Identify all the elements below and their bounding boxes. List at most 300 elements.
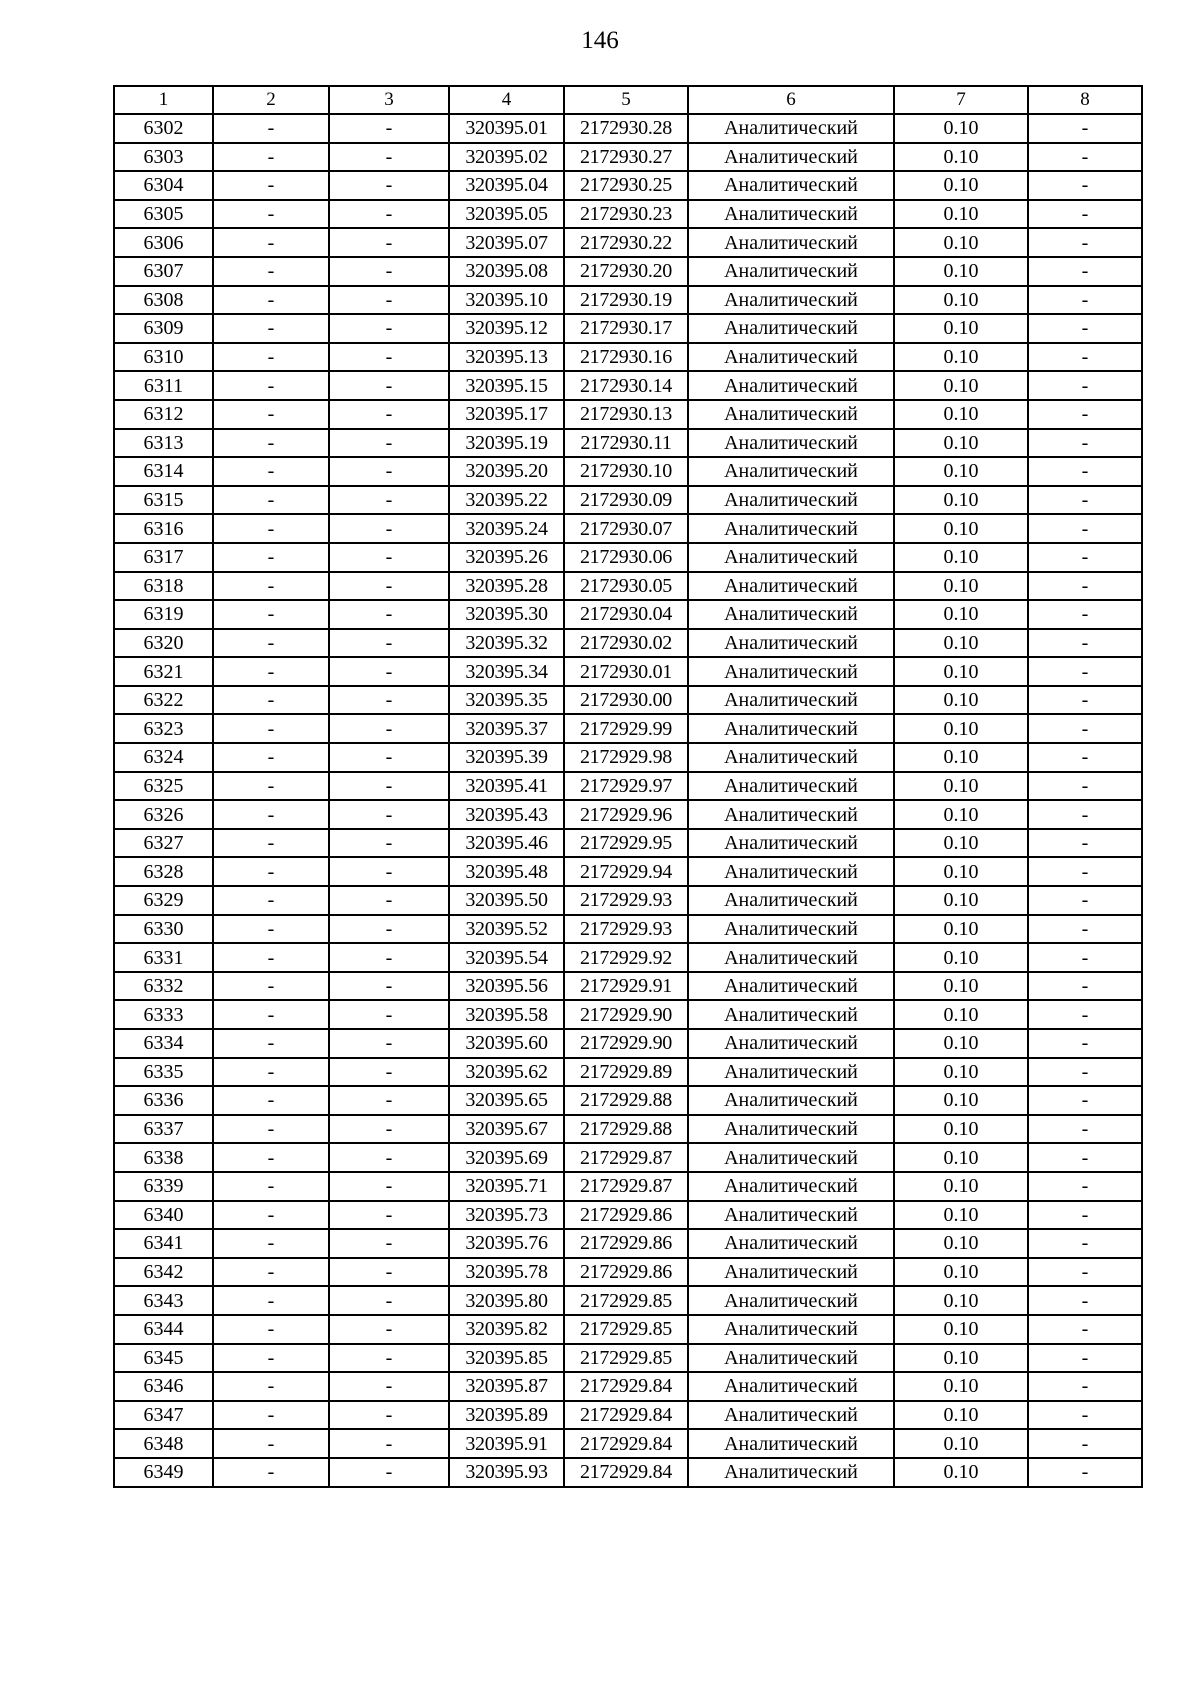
accuracy-cell: 0.10	[894, 800, 1028, 829]
y-coordinate-cell: 2172929.93	[564, 915, 688, 944]
accuracy-cell: 0.10	[894, 1143, 1028, 1172]
table-row	[114, 572, 1142, 601]
point-number-cell: 6321	[114, 657, 213, 686]
accuracy-cell: 0.10	[894, 400, 1028, 429]
method-cell: Аналитический	[688, 1000, 894, 1029]
col2-cell: -	[213, 1086, 329, 1115]
point-number-cell: 6340	[114, 1201, 213, 1230]
point-number-cell: 6347	[114, 1401, 213, 1430]
x-coordinate-cell: 320395.54	[449, 943, 564, 972]
y-coordinate-cell: 2172929.93	[564, 886, 688, 915]
col2-cell: -	[213, 714, 329, 743]
accuracy-cell: 0.10	[894, 1344, 1028, 1373]
col3-cell: -	[329, 686, 449, 715]
table-row	[114, 143, 1142, 172]
col2-cell: -	[213, 1229, 329, 1258]
accuracy-cell: 0.10	[894, 171, 1028, 200]
point-number-cell: 6329	[114, 886, 213, 915]
accuracy-cell: 0.10	[894, 714, 1028, 743]
x-coordinate-cell: 320395.69	[449, 1143, 564, 1172]
col3-cell: -	[329, 657, 449, 686]
col2-cell: -	[213, 457, 329, 486]
col2-cell: -	[213, 143, 329, 172]
col3-cell: -	[329, 886, 449, 915]
accuracy-cell: 0.10	[894, 1058, 1028, 1087]
y-coordinate-cell: 2172929.84	[564, 1429, 688, 1458]
col8-cell: -	[1028, 114, 1142, 143]
y-coordinate-cell: 2172930.14	[564, 371, 688, 400]
point-number-cell: 6304	[114, 171, 213, 200]
accuracy-cell: 0.10	[894, 429, 1028, 458]
col2-cell: -	[213, 1058, 329, 1087]
table-row	[114, 114, 1142, 143]
accuracy-cell: 0.10	[894, 1401, 1028, 1430]
col8-cell: -	[1028, 1000, 1142, 1029]
y-coordinate-cell: 2172929.90	[564, 1000, 688, 1029]
y-coordinate-cell: 2172929.96	[564, 800, 688, 829]
col3-cell: -	[329, 429, 449, 458]
col3-cell: -	[329, 1344, 449, 1373]
method-cell: Аналитический	[688, 1401, 894, 1430]
col8-cell: -	[1028, 686, 1142, 715]
method-cell: Аналитический	[688, 1286, 894, 1315]
x-coordinate-cell: 320395.89	[449, 1401, 564, 1430]
method-cell: Аналитический	[688, 1315, 894, 1344]
point-number-cell: 6305	[114, 200, 213, 229]
table-row	[114, 1143, 1142, 1172]
method-cell: Аналитический	[688, 1229, 894, 1258]
point-number-cell: 6332	[114, 972, 213, 1001]
x-coordinate-cell: 320395.28	[449, 572, 564, 601]
coordinates-table	[113, 85, 1143, 1488]
method-cell: Аналитический	[688, 1086, 894, 1115]
method-cell: Аналитический	[688, 1058, 894, 1087]
col8-cell: -	[1028, 1058, 1142, 1087]
y-coordinate-cell: 2172929.90	[564, 1029, 688, 1058]
table-row	[114, 657, 1142, 686]
y-coordinate-cell: 2172930.05	[564, 572, 688, 601]
method-cell: Аналитический	[688, 772, 894, 801]
page-number: 146	[581, 27, 619, 54]
table-row	[114, 257, 1142, 286]
y-coordinate-cell: 2172929.91	[564, 972, 688, 1001]
method-cell: Аналитический	[688, 1429, 894, 1458]
col2-cell: -	[213, 371, 329, 400]
col3-cell: -	[329, 1401, 449, 1430]
x-coordinate-cell: 320395.22	[449, 486, 564, 515]
col3-cell: -	[329, 915, 449, 944]
col3-cell: -	[329, 1229, 449, 1258]
col2-cell: -	[213, 1143, 329, 1172]
col2-cell: -	[213, 257, 329, 286]
accuracy-cell: 0.10	[894, 1458, 1028, 1487]
accuracy-cell: 0.10	[894, 657, 1028, 686]
table-row	[114, 200, 1142, 229]
col2-cell: -	[213, 829, 329, 858]
col8-cell: -	[1028, 829, 1142, 858]
accuracy-cell: 0.10	[894, 371, 1028, 400]
col3-cell: -	[329, 1286, 449, 1315]
table-row	[114, 343, 1142, 372]
accuracy-cell: 0.10	[894, 543, 1028, 572]
table-row	[114, 943, 1142, 972]
y-coordinate-cell: 2172929.88	[564, 1115, 688, 1144]
accuracy-cell: 0.10	[894, 1315, 1028, 1344]
table-row	[114, 429, 1142, 458]
accuracy-cell: 0.10	[894, 1172, 1028, 1201]
col3-cell: -	[329, 1458, 449, 1487]
table-row	[114, 686, 1142, 715]
method-cell: Аналитический	[688, 1372, 894, 1401]
point-number-cell: 6307	[114, 257, 213, 286]
y-coordinate-cell: 2172929.94	[564, 857, 688, 886]
y-coordinate-cell: 2172929.88	[564, 1086, 688, 1115]
col2-cell: -	[213, 1286, 329, 1315]
table-body	[114, 114, 1142, 1487]
x-coordinate-cell: 320395.17	[449, 400, 564, 429]
col8-cell: -	[1028, 915, 1142, 944]
col2-cell: -	[213, 1029, 329, 1058]
col3-cell: -	[329, 1429, 449, 1458]
method-cell: Аналитический	[688, 886, 894, 915]
accuracy-cell: 0.10	[894, 743, 1028, 772]
col8-cell: -	[1028, 943, 1142, 972]
method-cell: Аналитический	[688, 800, 894, 829]
x-coordinate-cell: 320395.85	[449, 1344, 564, 1373]
col2-cell: -	[213, 1372, 329, 1401]
y-coordinate-cell: 2172930.28	[564, 114, 688, 143]
table-row	[114, 1000, 1142, 1029]
x-coordinate-cell: 320395.08	[449, 257, 564, 286]
y-coordinate-cell: 2172930.09	[564, 486, 688, 515]
col3-cell: -	[329, 829, 449, 858]
col8-cell: -	[1028, 1401, 1142, 1430]
column-header: 8	[1028, 86, 1142, 114]
col3-cell: -	[329, 1172, 449, 1201]
accuracy-cell: 0.10	[894, 486, 1028, 515]
table-row	[114, 1429, 1142, 1458]
table-row	[114, 972, 1142, 1001]
point-number-cell: 6312	[114, 400, 213, 429]
col3-cell: -	[329, 629, 449, 658]
col8-cell: -	[1028, 371, 1142, 400]
col3-cell: -	[329, 286, 449, 315]
col3-cell: -	[329, 314, 449, 343]
table-row	[114, 743, 1142, 772]
col8-cell: -	[1028, 743, 1142, 772]
column-header: 4	[449, 86, 564, 114]
col3-cell: -	[329, 1000, 449, 1029]
col8-cell: -	[1028, 1258, 1142, 1287]
method-cell: Аналитический	[688, 143, 894, 172]
col2-cell: -	[213, 228, 329, 257]
col8-cell: -	[1028, 1229, 1142, 1258]
method-cell: Аналитический	[688, 543, 894, 572]
table-row	[114, 772, 1142, 801]
col2-cell: -	[213, 200, 329, 229]
col8-cell: -	[1028, 1086, 1142, 1115]
x-coordinate-cell: 320395.04	[449, 171, 564, 200]
col3-cell: -	[329, 857, 449, 886]
y-coordinate-cell: 2172929.85	[564, 1286, 688, 1315]
y-coordinate-cell: 2172929.92	[564, 943, 688, 972]
point-number-cell: 6323	[114, 714, 213, 743]
point-number-cell: 6342	[114, 1258, 213, 1287]
col3-cell: -	[329, 171, 449, 200]
y-coordinate-cell: 2172930.17	[564, 314, 688, 343]
y-coordinate-cell: 2172930.02	[564, 629, 688, 658]
y-coordinate-cell: 2172930.13	[564, 400, 688, 429]
x-coordinate-cell: 320395.02	[449, 143, 564, 172]
accuracy-cell: 0.10	[894, 1229, 1028, 1258]
col8-cell: -	[1028, 171, 1142, 200]
accuracy-cell: 0.10	[894, 200, 1028, 229]
accuracy-cell: 0.10	[894, 114, 1028, 143]
table-row	[114, 1201, 1142, 1230]
table-row	[114, 886, 1142, 915]
col8-cell: -	[1028, 1458, 1142, 1487]
table-row	[114, 371, 1142, 400]
col2-cell: -	[213, 1344, 329, 1373]
table-row	[114, 1286, 1142, 1315]
table-row	[114, 1258, 1142, 1287]
x-coordinate-cell: 320395.20	[449, 457, 564, 486]
accuracy-cell: 0.10	[894, 943, 1028, 972]
table-row	[114, 1058, 1142, 1087]
col8-cell: -	[1028, 800, 1142, 829]
x-coordinate-cell: 320395.19	[449, 429, 564, 458]
x-coordinate-cell: 320395.10	[449, 286, 564, 315]
table-row	[114, 857, 1142, 886]
col3-cell: -	[329, 486, 449, 515]
col8-cell: -	[1028, 772, 1142, 801]
col3-cell: -	[329, 743, 449, 772]
y-coordinate-cell: 2172930.19	[564, 286, 688, 315]
point-number-cell: 6335	[114, 1058, 213, 1087]
point-number-cell: 6317	[114, 543, 213, 572]
column-header: 7	[894, 86, 1028, 114]
accuracy-cell: 0.10	[894, 600, 1028, 629]
y-coordinate-cell: 2172930.23	[564, 200, 688, 229]
col3-cell: -	[329, 772, 449, 801]
point-number-cell: 6316	[114, 514, 213, 543]
method-cell: Аналитический	[688, 829, 894, 858]
accuracy-cell: 0.10	[894, 314, 1028, 343]
col2-cell: -	[213, 1172, 329, 1201]
table-row	[114, 228, 1142, 257]
point-number-cell: 6326	[114, 800, 213, 829]
col2-cell: -	[213, 114, 329, 143]
x-coordinate-cell: 320395.46	[449, 829, 564, 858]
accuracy-cell: 0.10	[894, 629, 1028, 658]
table-row	[114, 800, 1142, 829]
col2-cell: -	[213, 1201, 329, 1230]
x-coordinate-cell: 320395.13	[449, 343, 564, 372]
col8-cell: -	[1028, 1344, 1142, 1373]
table-row	[114, 1372, 1142, 1401]
method-cell: Аналитический	[688, 343, 894, 372]
method-cell: Аналитический	[688, 114, 894, 143]
col8-cell: -	[1028, 1115, 1142, 1144]
table-row	[114, 1401, 1142, 1430]
x-coordinate-cell: 320395.65	[449, 1086, 564, 1115]
x-coordinate-cell: 320395.93	[449, 1458, 564, 1487]
col8-cell: -	[1028, 1372, 1142, 1401]
col3-cell: -	[329, 457, 449, 486]
accuracy-cell: 0.10	[894, 572, 1028, 601]
y-coordinate-cell: 2172929.89	[564, 1058, 688, 1087]
method-cell: Аналитический	[688, 1143, 894, 1172]
column-header: 6	[688, 86, 894, 114]
point-number-cell: 6306	[114, 228, 213, 257]
x-coordinate-cell: 320395.62	[449, 1058, 564, 1087]
col2-cell: -	[213, 429, 329, 458]
x-coordinate-cell: 320395.56	[449, 972, 564, 1001]
col2-cell: -	[213, 629, 329, 658]
table-row	[114, 1229, 1142, 1258]
y-coordinate-cell: 2172929.84	[564, 1458, 688, 1487]
point-number-cell: 6309	[114, 314, 213, 343]
method-cell: Аналитический	[688, 972, 894, 1001]
col2-cell: -	[213, 286, 329, 315]
col2-cell: -	[213, 171, 329, 200]
point-number-cell: 6349	[114, 1458, 213, 1487]
col2-cell: -	[213, 972, 329, 1001]
col2-cell: -	[213, 772, 329, 801]
y-coordinate-cell: 2172929.85	[564, 1344, 688, 1373]
col8-cell: -	[1028, 429, 1142, 458]
point-number-cell: 6318	[114, 572, 213, 601]
col8-cell: -	[1028, 143, 1142, 172]
col8-cell: -	[1028, 200, 1142, 229]
point-number-cell: 6302	[114, 114, 213, 143]
col3-cell: -	[329, 1143, 449, 1172]
col3-cell: -	[329, 143, 449, 172]
table-row	[114, 1172, 1142, 1201]
method-cell: Аналитический	[688, 572, 894, 601]
col2-cell: -	[213, 1258, 329, 1287]
x-coordinate-cell: 320395.05	[449, 200, 564, 229]
x-coordinate-cell: 320395.48	[449, 857, 564, 886]
method-cell: Аналитический	[688, 371, 894, 400]
method-cell: Аналитический	[688, 657, 894, 686]
point-number-cell: 6325	[114, 772, 213, 801]
point-number-cell: 6339	[114, 1172, 213, 1201]
method-cell: Аналитический	[688, 915, 894, 944]
method-cell: Аналитический	[688, 1344, 894, 1373]
table-row	[114, 400, 1142, 429]
method-cell: Аналитический	[688, 200, 894, 229]
col3-cell: -	[329, 257, 449, 286]
accuracy-cell: 0.10	[894, 514, 1028, 543]
col3-cell: -	[329, 1258, 449, 1287]
x-coordinate-cell: 320395.39	[449, 743, 564, 772]
col3-cell: -	[329, 714, 449, 743]
col3-cell: -	[329, 114, 449, 143]
col8-cell: -	[1028, 572, 1142, 601]
x-coordinate-cell: 320395.30	[449, 600, 564, 629]
point-number-cell: 6343	[114, 1286, 213, 1315]
col8-cell: -	[1028, 714, 1142, 743]
y-coordinate-cell: 2172930.00	[564, 686, 688, 715]
accuracy-cell: 0.10	[894, 343, 1028, 372]
col8-cell: -	[1028, 857, 1142, 886]
col8-cell: -	[1028, 1172, 1142, 1201]
table-row	[114, 543, 1142, 572]
col2-cell: -	[213, 886, 329, 915]
y-coordinate-cell: 2172930.10	[564, 457, 688, 486]
col3-cell: -	[329, 543, 449, 572]
col8-cell: -	[1028, 286, 1142, 315]
table-row	[114, 714, 1142, 743]
x-coordinate-cell: 320395.73	[449, 1201, 564, 1230]
column-header: 2	[213, 86, 329, 114]
point-number-cell: 6313	[114, 429, 213, 458]
x-coordinate-cell: 320395.80	[449, 1286, 564, 1315]
table-row	[114, 486, 1142, 515]
x-coordinate-cell: 320395.87	[449, 1372, 564, 1401]
method-cell: Аналитический	[688, 686, 894, 715]
col2-cell: -	[213, 743, 329, 772]
y-coordinate-cell: 2172929.86	[564, 1229, 688, 1258]
col8-cell: -	[1028, 1201, 1142, 1230]
accuracy-cell: 0.10	[894, 772, 1028, 801]
col8-cell: -	[1028, 886, 1142, 915]
point-number-cell: 6333	[114, 1000, 213, 1029]
table-row	[114, 457, 1142, 486]
accuracy-cell: 0.10	[894, 857, 1028, 886]
x-coordinate-cell: 320395.50	[449, 886, 564, 915]
col3-cell: -	[329, 371, 449, 400]
table-row	[114, 829, 1142, 858]
point-number-cell: 6303	[114, 143, 213, 172]
col8-cell: -	[1028, 1029, 1142, 1058]
col8-cell: -	[1028, 257, 1142, 286]
table-row	[114, 1344, 1142, 1373]
col3-cell: -	[329, 400, 449, 429]
point-number-cell: 6315	[114, 486, 213, 515]
method-cell: Аналитический	[688, 171, 894, 200]
method-cell: Аналитический	[688, 514, 894, 543]
accuracy-cell: 0.10	[894, 257, 1028, 286]
x-coordinate-cell: 320395.34	[449, 657, 564, 686]
accuracy-cell: 0.10	[894, 915, 1028, 944]
col3-cell: -	[329, 1372, 449, 1401]
col8-cell: -	[1028, 514, 1142, 543]
col8-cell: -	[1028, 486, 1142, 515]
col3-cell: -	[329, 1058, 449, 1087]
col2-cell: -	[213, 1401, 329, 1430]
col2-cell: -	[213, 343, 329, 372]
column-header: 3	[329, 86, 449, 114]
y-coordinate-cell: 2172929.84	[564, 1401, 688, 1430]
method-cell: Аналитический	[688, 1115, 894, 1144]
col2-cell: -	[213, 915, 329, 944]
col3-cell: -	[329, 600, 449, 629]
point-number-cell: 6308	[114, 286, 213, 315]
y-coordinate-cell: 2172930.20	[564, 257, 688, 286]
point-number-cell: 6337	[114, 1115, 213, 1144]
method-cell: Аналитический	[688, 400, 894, 429]
point-number-cell: 6327	[114, 829, 213, 858]
point-number-cell: 6320	[114, 629, 213, 658]
col2-cell: -	[213, 800, 329, 829]
method-cell: Аналитический	[688, 629, 894, 658]
table-row	[114, 915, 1142, 944]
col3-cell: -	[329, 572, 449, 601]
col2-cell: -	[213, 314, 329, 343]
accuracy-cell: 0.10	[894, 1201, 1028, 1230]
